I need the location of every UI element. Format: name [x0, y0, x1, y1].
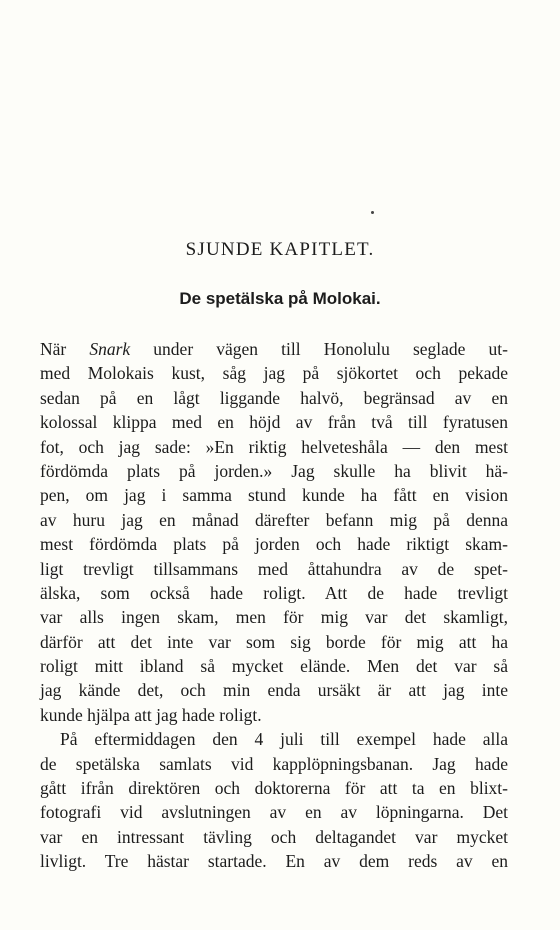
text-line: ligt trevligt tillsammans med åttahundra av de spet-	[40, 558, 508, 579]
chapter-title: De spetälska på Molokai.	[179, 289, 381, 308]
text-line: därför att det inte var som sig borde för mig att ha	[40, 631, 508, 652]
text-line: gått ifrån direktören och doktorerna för att ta en blixt-	[40, 778, 508, 799]
text-line: kolossal klippa med en höjd av från två till fyratusen	[40, 412, 508, 433]
text-line: På eftermiddagen den 4 juli till exempel hade alla	[60, 729, 508, 750]
text-line: av huru jag en månad därefter befann mig på denna	[40, 509, 508, 530]
text-line: När Snark under vägen till Honolulu seglade ut-	[40, 339, 509, 359]
text-line: jag kände det, och min enda ursäkt är att jag inte	[40, 680, 508, 701]
text-line: var alls ingen skam, men för mig var det skamligt,	[40, 607, 508, 628]
text-line: var en intressant tävling och deltagandet var mycket	[40, 826, 508, 847]
text-line: roligt mitt ibland så mycket elände. Men det var så	[40, 656, 508, 677]
text-line: med Molokais kust, såg jag på sjökortet och pekade	[40, 363, 508, 384]
text-line: pen, om jag i samma stund kunde ha fått en vision	[40, 485, 508, 506]
text-line: sedan på en lågt liggande halvö, begränsad av en	[40, 387, 508, 408]
text-line: mest fördömda plats på jorden och hade riktigt skam-	[40, 534, 508, 555]
text-line: livligt. Tre hästar startade. En av dem reds av en	[40, 851, 508, 872]
ink-speck	[371, 211, 374, 214]
text-line: fot, och jag sade: »En riktig helveteshåla — den mest	[40, 436, 508, 457]
text-line: fotografi vid avslutningen av en av löpningarna. Det	[40, 802, 508, 823]
ship-name: Snark	[89, 339, 131, 359]
text-line: de spetälska samlats vid kapplöpningsbanan. Jag hade	[40, 753, 508, 774]
chapter-heading: SJUNDE KAPITLET.	[185, 239, 375, 260]
text-line: fördömda plats på jorden.» Jag skulle ha blivit hä-	[40, 460, 508, 481]
text-line: kunde hjälpa att jag hade roligt.	[40, 704, 262, 725]
text-line: älska, som också hade roligt. Att de hade trevligt	[40, 582, 508, 603]
body-text	[40, 337, 508, 874]
